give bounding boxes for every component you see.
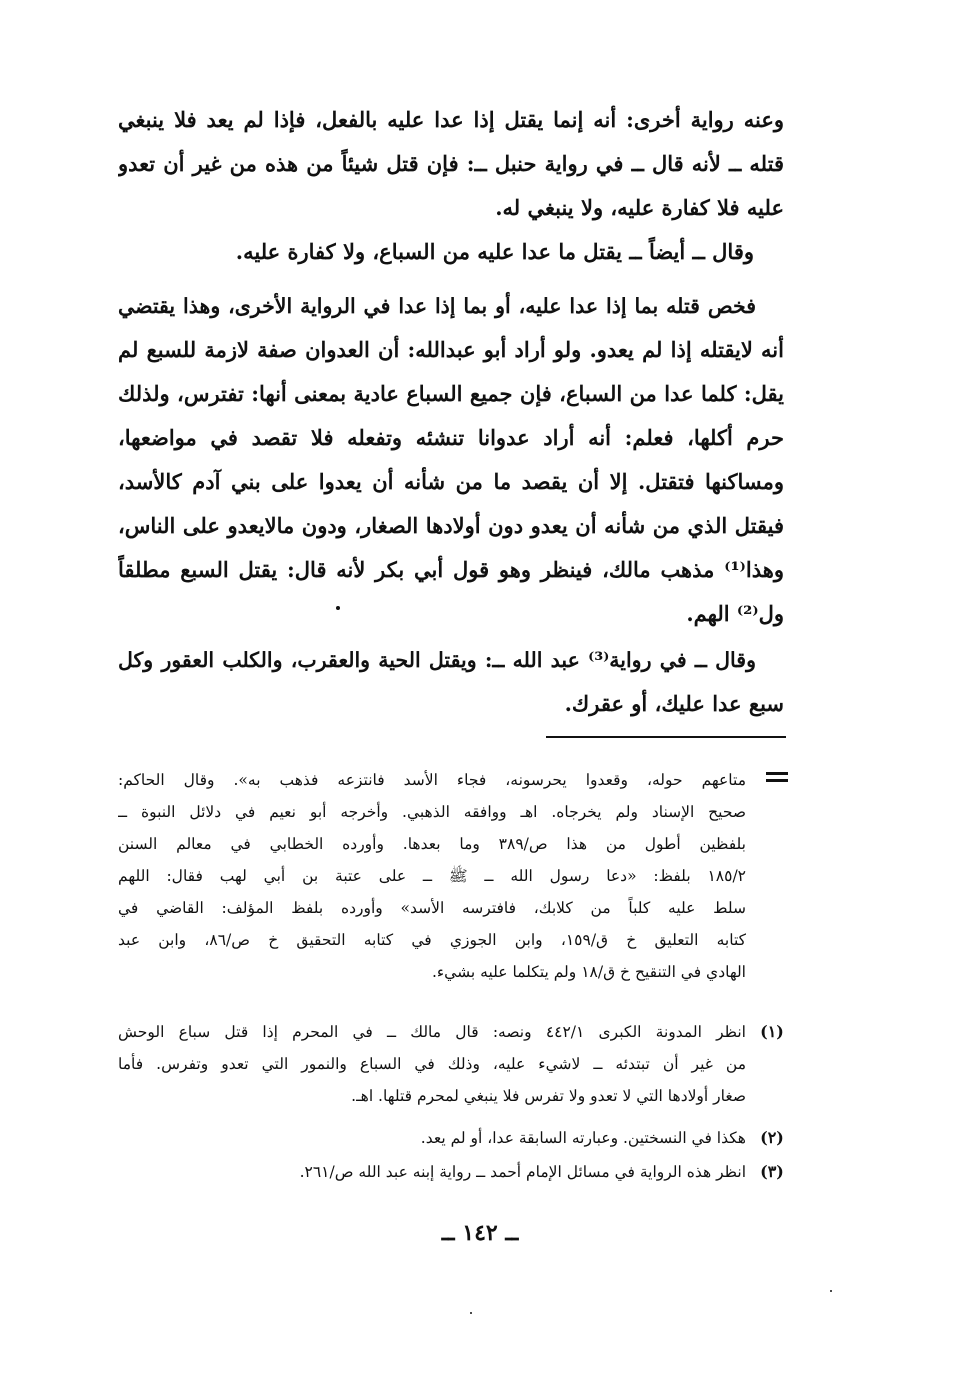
body-line: وقال ــ في رواية⁽³⁾ عبد الله ــ: ويقتل الحية والعقرب، والكلب العقور وكل	[118, 648, 756, 672]
body-line: ول⁽²⁾ الهم.	[686, 601, 784, 626]
footnote-line: الهادي في التنقيح خ ق/١٨ ولم يتكلما عليه بشيء.	[431, 963, 746, 981]
scan-speck	[470, 1312, 472, 1314]
footnote-number: (١)	[760, 1022, 784, 1041]
footnote-separator	[546, 736, 786, 738]
footnote-line: صغار أولادها التي لا تعدو ولا تفرس فلا ينبغي لمحرم قتلها. اهـ.	[351, 1087, 746, 1105]
body-line: أنه لايقتله إذا لم يعدو. ولو أراد أبو عبدالله: أن العدوان صفة لازمة للسبع لم	[118, 337, 784, 362]
footnote-line: بلفظين أطول من هذا ص/٣٨٩ وما بعدها. وأورده الخطابي في معالم السنن	[118, 835, 746, 853]
body-line: فيقتل الذي من شأنه أن يعدو دون أولادها الصغار، ودون مالايعدو على الناس،	[118, 513, 784, 538]
page-number: ــ ١٤٢ ــ	[441, 1220, 519, 1246]
body-line: قتله ــ لأنه قال ــ في رواية حنبل ــ: فإن قتل شيئاً من هذه من غير أن تعدو	[118, 151, 784, 176]
body-line: وقال ــ أيضاً ــ يقتل ما عدا عليه من السباع، ولا كفارة عليه.	[235, 239, 754, 264]
footnote-line: انظر هذه الرواية في مسائل الإمام أحمد ــ رواية إبنه عبد الله ص/٢٦١.	[299, 1163, 746, 1181]
body-line: حرم أكلها، فعلم: أنه أراد عدوانا تنشئه وتفعله فلا تقصد في مواضعها،	[118, 425, 784, 450]
ink-dot	[336, 606, 340, 610]
footnote-number: (٣)	[760, 1162, 784, 1181]
footnote-line: ١٨٥/٢ بلفظ: «دعا رسول الله ــ ﷺ ــ على عتبة بن أبي لهب فقال: اللهم	[118, 867, 746, 885]
continuation-icon	[766, 772, 788, 786]
body-line: وعنه رواية أخرى: أنه إنما يقتل إذا عدا عليه بالفعل، فإذا لم يعد فلا ينبغي	[118, 107, 784, 132]
footnote-line: انظر المدونة الكبرى ٤٤٢/١ ونصه: قال مالك ــ في المحرم إذا قتل سباع الوحش	[118, 1023, 746, 1041]
body-line: يقل: كلما عدا من السباع، فإن جميع السباع عادية بمعنى أنها: تفترس، ولذلك	[118, 381, 784, 406]
footnote-line: متاعهم حوله، وقعدوا يحرسونه، فجاء الأسد فانتزعه فذهب به». وقال الحاكم:	[118, 771, 746, 789]
body-line: وهذا⁽¹⁾ مذهب مالك، فينظر وهو قول أبي بكر لأنه قال: يقتل السبع مطلقاً	[118, 557, 784, 582]
footnote-line: من غير أن تبتدئه ــ لاشيء عليه، وذلك في السباع والنمور التي تعدو وتفرس. فأما	[118, 1055, 746, 1073]
body-line: ومساكنها فتقتل. إلا أن يقصد ما من شأنه أن يعدوا على بني آدم كالأسد،	[118, 469, 784, 494]
body-line: عليه فلا كفارة عليه، ولا ينبغي له.	[495, 195, 784, 220]
footnote-line: كتابه التعليق خ ق/١٥٩، وابن الجوزي في كتابه التحقيق خ ص/٨٦، وابن عبد	[118, 931, 746, 949]
footnote-line: صحيح الإسناد ولم يخرجاه. اهـ ووافقه الذهبي. وأخرجه أبو نعيم في دلائل النبوة ــ	[118, 803, 746, 821]
footnote-line: هكذا في النسختين. وعبارته السابقة عدا، أو لم يعد.	[420, 1129, 746, 1147]
body-line: سبع عدا عليك، أو عقرك.	[564, 691, 784, 716]
scan-speck	[830, 1290, 832, 1292]
footnote-line: سلط عليه كلباً من كلابك، فافترسه الأسد» وأورده بلفظ المؤلف: القاضي في	[118, 899, 746, 917]
body-line: فخص قتله بما إذا عدا عليه، أو بما إذا عدا في الرواية الأخرى، وهذا يقتضي	[118, 294, 756, 318]
footnote-number: (٢)	[760, 1128, 784, 1147]
